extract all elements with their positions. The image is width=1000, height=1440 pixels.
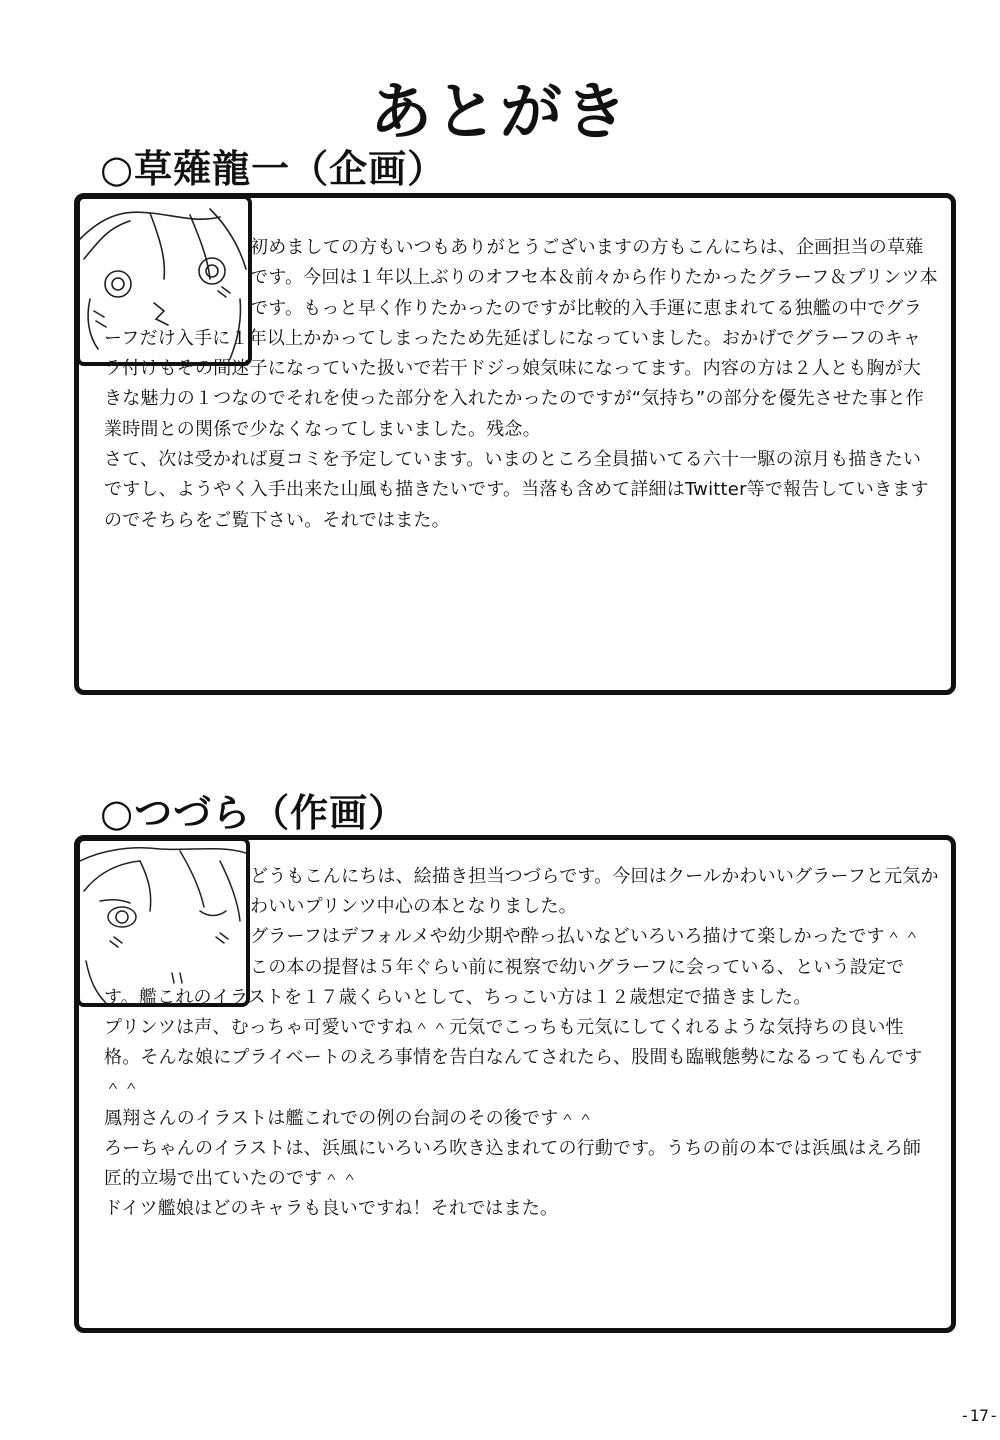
afterword-box-planning — [74, 193, 956, 695]
paragraph: グラーフはデフォルメや幼少期や酔っ払いなどいろいろ描けて楽しかったです＾＾この本の提督は５年ぐらい前に視察で幼いグラーフに会っている、という設定です。艦これのイラストを１７歳くらいとして、ちっこい方は１２歳想定で描きました。 — [104, 926, 922, 1008]
afterword-text-artwork — [104, 862, 939, 1224]
page-number: -17- — [960, 1406, 999, 1425]
page-title: あとがき — [369, 75, 630, 148]
paragraph: ドイツ艦娘はどのキャラも良いですね！それではまた。 — [104, 1198, 559, 1220]
afterword-box-artwork — [74, 835, 956, 1333]
portrait-spacer — [79, 198, 250, 314]
paragraph: どうもこんにちは、絵描き担当つづらです。今回はクールかわいいグラーフと元気かわいいプリンツ中心の本となりました。 — [250, 866, 939, 918]
portrait-spacer — [79, 840, 250, 979]
paragraph: 初めましての方もいつもありがとうございますの方もこんにちは、企画担当の草薙です。今回は１年以上ぶりのオフセ本＆前々から作りたかったグラーフ＆プリンツ本です。もっと早く作りたかったのですが比較的入手運に恵まれてる独艦の中でグラーフだけ入手に１年以上かかってしまったため先延ばしになっていました。おかげでグラーフのキャラ付けもその間迷子になっていた扱いで若干ドジっ娘気味になってます。内容の方は２人とも胸が大きな魅力の１つなのでそれを使った部分を入れたかったのですが“気持ち”の部分を優先させた事と作業時間との関係で少なくなってしまいました。残念。 — [104, 237, 938, 440]
section-heading-planning: ○草薙龍一（企画） — [100, 147, 447, 191]
paragraph: さて、次は受かれば夏コミを予定しています。いまのところ全員描いてる六十一駆の涼月も描きたいですし、ようやく入手出来た山風も描きたいです。当落も含めて詳細はTwitter等で報告していきますのでそちらをご覧下さい。それではまた。 — [104, 449, 929, 531]
paragraph: ろーちゃんのイラストは、浜風にいろいろ吹き込まれての行動です。うちの前の本では浜風はえろ師匠的立場で出ていたのです＾＾ — [104, 1137, 922, 1190]
paragraph: プリンツは声、むっちゃ可愛いですね＾＾元気でこっちも元気にしてくれるような気持ちの良い性格。そんな娘にプライベートのえろ事情を告白なんてされたら、股間も臨戦態勢になるってもんです＾＾ — [104, 1017, 923, 1099]
afterword-text-planning — [104, 233, 939, 536]
section-heading-artwork: ○つづら（作画） — [100, 791, 408, 835]
paragraph: 鳳翔さんのイラストは艦これでの例の台詞のその後です＾＾ — [104, 1107, 595, 1129]
